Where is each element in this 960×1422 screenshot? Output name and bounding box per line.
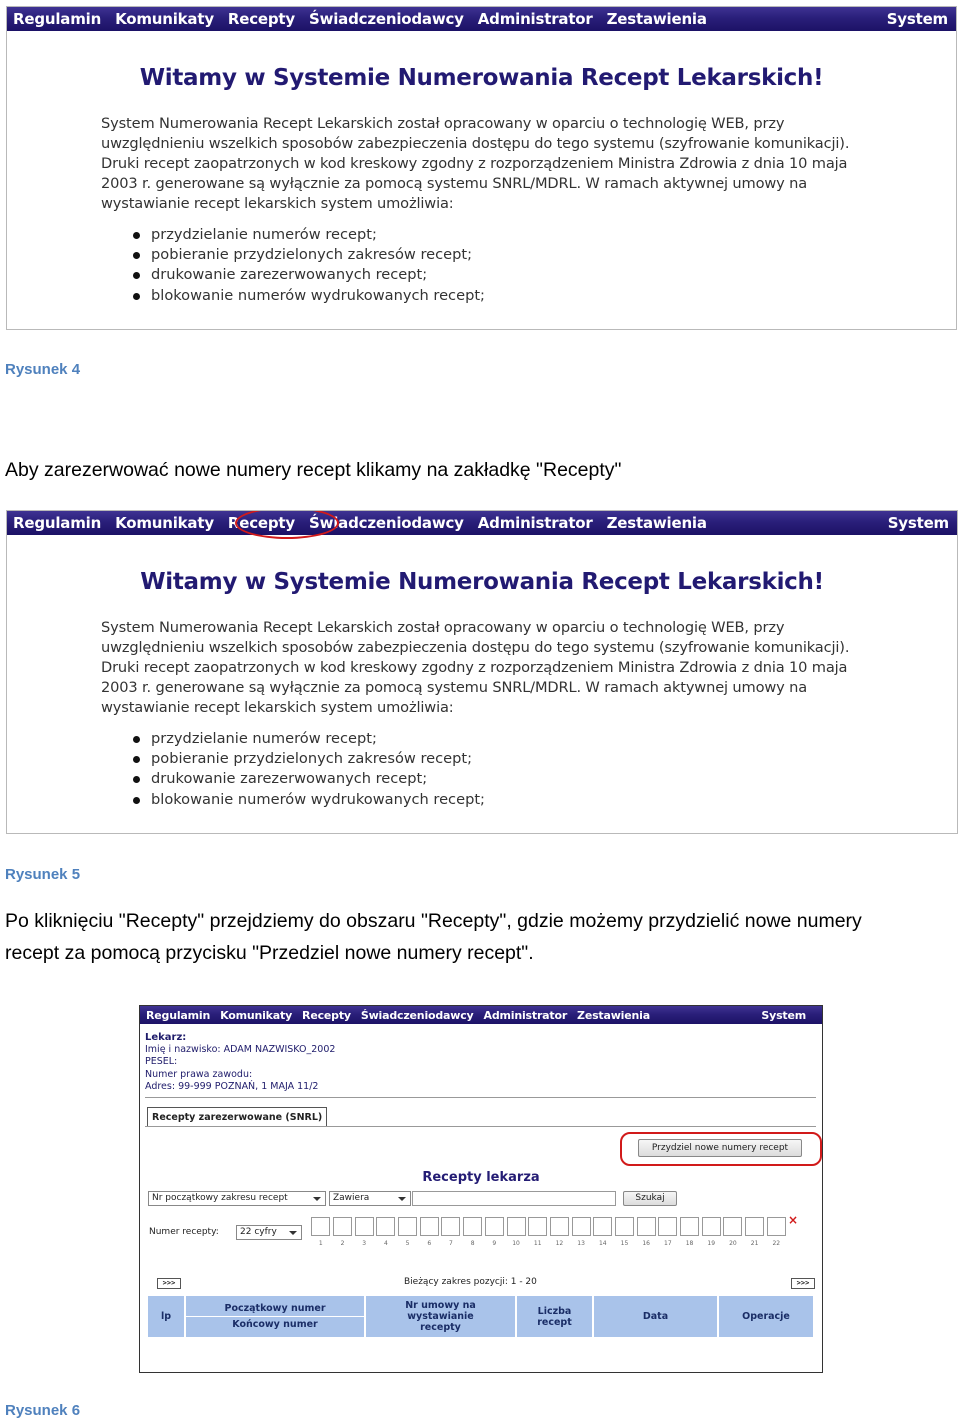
- pager-prev-button[interactable]: >>>: [157, 1278, 181, 1289]
- column-header-start: Początkowy numer: [186, 1301, 364, 1317]
- search-button[interactable]: Szukaj: [623, 1191, 677, 1206]
- digit-input[interactable]: [745, 1217, 764, 1236]
- digit-input[interactable]: [311, 1217, 330, 1236]
- section-title: Recepty lekarza: [422, 1170, 540, 1185]
- digit-cell: [700, 1217, 722, 1247]
- welcome-description: System Numerowania Recept Lekarskich został opracowany w oparciu o technologię WEB, przy uwzględnieniu wszelkich sposobów zabezpieczenia dostępu do tego systemu (szyfrowanie komunikacji). Druki recept zaopatrzonych w kod kreskowy zgodny z rozporządzeniem Ministra Zdrowia z dnia 10 maja 2003 r. generowane są wyłącznie za pomocą systemu SNRL/MDRL. W ramach aktywnej umowy na wystawianie recept lekarskich system umożliwia:: [101, 619, 850, 716]
- welcome-description: System Numerowania Recept Lekarskich został opracowany w oparciu o technologię WEB, przy uwzględnieniu wszelkich sposobów zabezpieczenia dostępu do tego systemu (szyfrowanie komunikacji). Druki recept zaopatrzonych w kod kreskowy zgodny z rozporządzeniem Ministra Zdrowia z dnia 10 maja 2003 r. generowane są wyłącznie za pomocą systemu SNRL/MDRL. W ramach aktywnej umowy na wystawianie recept lekarskich system umożliwia:: [101, 115, 850, 212]
- digit-input[interactable]: [398, 1217, 417, 1236]
- screenshot-welcome: [6, 6, 957, 330]
- number-label: Numer recepty:: [149, 1227, 219, 1237]
- tab-divider: [145, 1126, 816, 1127]
- column-header-range: [186, 1296, 366, 1337]
- paragraph-instruction-2b: recept za pomocą przycisku "Przedziel nowe numery recept".: [5, 942, 534, 964]
- menu-regulamin[interactable]: Regulamin: [13, 10, 102, 28]
- digit-index: 8: [470, 1240, 475, 1247]
- digit-index: 20: [729, 1240, 737, 1247]
- digit-cell: [310, 1217, 332, 1247]
- digit-index: 3: [362, 1240, 367, 1247]
- digit-index: 12: [555, 1240, 564, 1247]
- digit-index: 18: [685, 1240, 694, 1247]
- search-input[interactable]: [412, 1191, 616, 1206]
- digit-cell: [635, 1217, 657, 1247]
- welcome-title: Witamy w Systemie Numerowania Recept Lekarskich!: [140, 569, 824, 595]
- menu-regulamin[interactable]: Regulamin: [13, 514, 102, 532]
- divider: [145, 1097, 816, 1098]
- column-header-operations: Operacje: [719, 1296, 813, 1337]
- screenshot-welcome-highlighted: [6, 510, 958, 834]
- menu-administrator[interactable]: Administrator: [477, 10, 593, 28]
- digit-index: 22: [772, 1240, 781, 1247]
- menu-recepty[interactable]: Recepty: [302, 1008, 351, 1022]
- doctor-license: Numer prawa zawodu:: [145, 1068, 253, 1080]
- list-item: pobieranie przydzielonych zakresów recept;: [131, 245, 485, 265]
- number-format-select[interactable]: 22 cyfry: [236, 1225, 302, 1240]
- doctor-info: [145, 1032, 335, 1093]
- menu-administrator[interactable]: Administrator: [477, 514, 593, 532]
- digit-index: 19: [707, 1240, 716, 1247]
- menu-zestawienia[interactable]: Zestawienia: [606, 514, 707, 532]
- menu-zestawienia[interactable]: Zestawienia: [577, 1008, 650, 1022]
- digit-input[interactable]: [723, 1217, 742, 1236]
- menu-swiadczeniodawcy[interactable]: Świadczeniodawcy: [308, 10, 464, 28]
- menu-komunikaty[interactable]: Komunikaty: [220, 1008, 293, 1022]
- digit-index: 15: [620, 1240, 629, 1247]
- screenshot-recepty: [139, 1005, 823, 1373]
- digit-cell: [592, 1217, 614, 1247]
- features-list: [131, 225, 485, 306]
- doctor-name: Imię i nazwisko: ADAM NAZWISKO_2002: [145, 1044, 336, 1056]
- digit-index: 9: [492, 1240, 497, 1247]
- digit-input[interactable]: [441, 1217, 460, 1236]
- digit-input[interactable]: [680, 1217, 699, 1236]
- menu-recepty[interactable]: Recepty: [227, 10, 295, 28]
- menu-bar: [7, 511, 957, 535]
- column-header-end: Końcowy numer: [232, 1319, 318, 1330]
- digit-index: 1: [318, 1240, 323, 1247]
- digit-input[interactable]: [420, 1217, 439, 1236]
- digit-input[interactable]: [485, 1217, 504, 1236]
- paragraph-instruction-1: Aby zarezerwować nowe numery recept klikamy na zakładkę "Recepty": [5, 459, 622, 481]
- digit-index: 6: [427, 1240, 432, 1247]
- list-item: pobieranie przydzielonych zakresów recept;: [131, 749, 485, 769]
- digit-cell: [614, 1217, 636, 1247]
- menu-swiadczeniodawcy[interactable]: Świadczeniodawcy: [308, 514, 464, 532]
- table-header: [148, 1296, 813, 1337]
- digit-cell: [418, 1217, 440, 1247]
- digit-cell: [744, 1217, 766, 1247]
- figure-caption-4: Rysunek 4: [5, 361, 81, 378]
- features-list: [131, 729, 485, 810]
- menu-system[interactable]: System: [761, 1008, 806, 1022]
- figure-caption-5: Rysunek 5: [5, 866, 81, 883]
- digit-input[interactable]: [463, 1217, 482, 1236]
- digit-input[interactable]: [767, 1217, 786, 1236]
- digit-index: 7: [449, 1240, 453, 1247]
- list-item: drukowanie zarezerwowanych recept;: [131, 769, 485, 789]
- menu-komunikaty[interactable]: Komunikaty: [115, 514, 214, 532]
- digit-index: 4: [383, 1240, 388, 1247]
- list-item: blokowanie numerów wydrukowanych recept;: [131, 286, 485, 306]
- list-item: przydzielanie numerów recept;: [131, 225, 485, 245]
- digit-index: 10: [512, 1240, 520, 1247]
- digit-cell: [332, 1217, 354, 1247]
- digit-input[interactable]: [376, 1217, 395, 1236]
- pager-next-button[interactable]: >>>: [791, 1278, 815, 1289]
- digit-cell: [722, 1217, 744, 1247]
- menu-regulamin[interactable]: Regulamin: [146, 1008, 211, 1022]
- menu-recepty[interactable]: Recepty: [227, 514, 295, 532]
- column-header-date: Data: [594, 1296, 719, 1337]
- digit-index: 21: [750, 1240, 759, 1247]
- clear-icon[interactable]: ×: [788, 1213, 799, 1227]
- menu-zestawienia[interactable]: Zestawienia: [606, 10, 707, 28]
- digit-cell: [353, 1217, 375, 1247]
- menu-administrator[interactable]: Administrator: [483, 1008, 568, 1022]
- digit-input[interactable]: [528, 1217, 547, 1236]
- list-item: blokowanie numerów wydrukowanych recept;: [131, 790, 485, 810]
- digit-cell: [570, 1217, 592, 1247]
- digit-cell: [440, 1217, 462, 1247]
- doctor-label: Lekarz:: [145, 1032, 187, 1043]
- menu-system[interactable]: System: [887, 514, 949, 532]
- digit-cell: [549, 1217, 571, 1247]
- digit-index: 17: [664, 1240, 672, 1247]
- column-header-lp: lp: [148, 1296, 186, 1337]
- column-header-count: Liczba recept: [517, 1296, 594, 1337]
- filter-field-select[interactable]: Nr początkowy zakresu recept: [148, 1191, 326, 1206]
- digit-input[interactable]: [550, 1217, 569, 1236]
- digit-inputs: [310, 1217, 787, 1247]
- tab-recepty-zarezerwowane[interactable]: Recepty zarezerwowane (SNRL): [147, 1107, 327, 1127]
- digit-cell: [527, 1217, 549, 1247]
- digit-cell: [375, 1217, 397, 1247]
- menu-komunikaty[interactable]: Komunikaty: [115, 10, 214, 28]
- menu-bar: [7, 7, 956, 31]
- digit-cell: [657, 1217, 679, 1247]
- digit-cell: [397, 1217, 419, 1247]
- digit-cell: [505, 1217, 527, 1247]
- digit-cell: [679, 1217, 701, 1247]
- welcome-title: Witamy w Systemie Numerowania Recept Lekarskich!: [139, 65, 824, 91]
- digit-cell: [462, 1217, 484, 1247]
- doctor-pesel: PESEL:: [145, 1056, 178, 1068]
- menu-bar: [140, 1006, 822, 1024]
- digit-index: 16: [642, 1240, 650, 1247]
- list-item: drukowanie zarezerwowanych recept;: [131, 265, 485, 285]
- digit-input[interactable]: [572, 1217, 591, 1236]
- digit-input[interactable]: [333, 1217, 352, 1236]
- column-header-contract: Nr umowy na wystawianie recepty: [366, 1296, 517, 1337]
- menu-swiadczeniodawcy[interactable]: Świadczeniodawcy: [360, 1008, 474, 1022]
- digit-input[interactable]: [507, 1217, 526, 1236]
- digit-index: 13: [577, 1240, 585, 1247]
- digit-index: 2: [340, 1240, 345, 1247]
- digit-index: 11: [533, 1240, 542, 1247]
- doctor-address: Adres: 99-999 POZNAŃ, 1 MAJA 11/2: [145, 1080, 319, 1092]
- assign-numbers-button[interactable]: Przydziel nowe numery recept: [638, 1139, 802, 1157]
- range-text: Bieżący zakres pozycji: 1 - 20: [404, 1277, 537, 1287]
- digit-cell: [765, 1217, 787, 1247]
- digit-input[interactable]: [615, 1217, 634, 1236]
- digit-input[interactable]: [355, 1217, 374, 1236]
- digit-index: 5: [405, 1240, 410, 1247]
- list-item: przydzielanie numerów recept;: [131, 729, 485, 749]
- digit-input[interactable]: [637, 1217, 656, 1236]
- digit-index: 14: [598, 1240, 607, 1247]
- menu-system[interactable]: System: [886, 10, 948, 28]
- filter-mode-select[interactable]: Zawiera: [329, 1191, 411, 1206]
- digit-input[interactable]: [593, 1217, 612, 1236]
- digit-input[interactable]: [702, 1217, 721, 1236]
- digit-cell: [484, 1217, 506, 1247]
- digit-input[interactable]: [658, 1217, 677, 1236]
- paragraph-instruction-2a: Po kliknięciu "Recepty" przejdziemy do obszaru "Recepty", gdzie możemy przydzielić nowe numery: [5, 910, 862, 932]
- figure-caption-6: Rysunek 6: [5, 1402, 81, 1419]
